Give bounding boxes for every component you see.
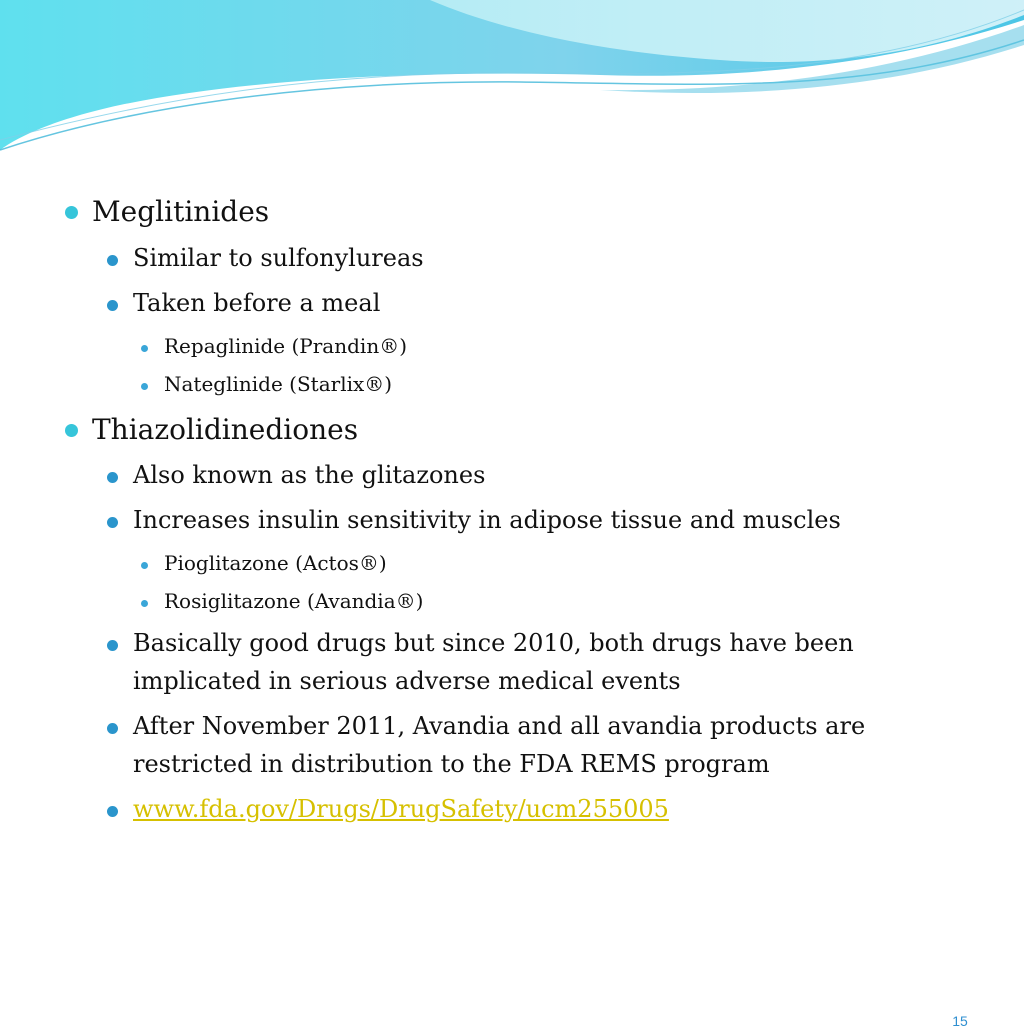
bullet-text-line-1: Basically good drugs but since 2010, both drugs have been <box>133 629 854 657</box>
bullet-dot <box>107 300 118 311</box>
bullet-dot <box>65 424 78 437</box>
bullet-text: Similar to sulfonylureas <box>133 244 424 272</box>
bullet-dot <box>107 517 118 528</box>
bullet-dot <box>107 640 118 651</box>
bullet-text: Pioglitazone (Actos®) <box>164 551 387 575</box>
bullet-text: Thiazolidinediones <box>92 413 359 446</box>
bullet-dot <box>65 206 78 219</box>
page-number: 15 <box>952 1013 968 1029</box>
bullet-dot <box>107 806 118 817</box>
bullet-text: Rosiglitazone (Avandia®) <box>164 589 424 613</box>
bullet-text-line-2: restricted in distribution to the FDA REMS program <box>133 750 770 778</box>
bullet-dot <box>141 562 148 569</box>
bullet-text: Increases insulin sensitivity in adipose tissue and muscles <box>133 506 841 534</box>
bullet-text: Taken before a meal <box>133 289 381 317</box>
bullet-dot <box>141 383 148 390</box>
bullet-dot <box>107 255 118 266</box>
bullet-dot <box>107 723 118 734</box>
fda-drug-safety-link[interactable]: www.fda.gov/Drugs/DrugSafety/ucm255005 <box>133 795 669 823</box>
bullet-text: Also known as the glitazones <box>133 461 486 489</box>
bullet-text: Repaglinide (Prandin®) <box>164 334 407 358</box>
bullet-text-line-2: implicated in serious adverse medical events <box>133 667 681 695</box>
bullet-text-line-1: After November 2011, Avandia and all avandia products are <box>133 712 866 740</box>
bullet-dot <box>107 472 118 483</box>
bullet-text: Meglitinides <box>92 195 270 228</box>
bullet-text: Nateglinide (Starlix®) <box>164 372 393 396</box>
bullet-dot <box>141 600 148 607</box>
bullet-dot <box>141 345 148 352</box>
